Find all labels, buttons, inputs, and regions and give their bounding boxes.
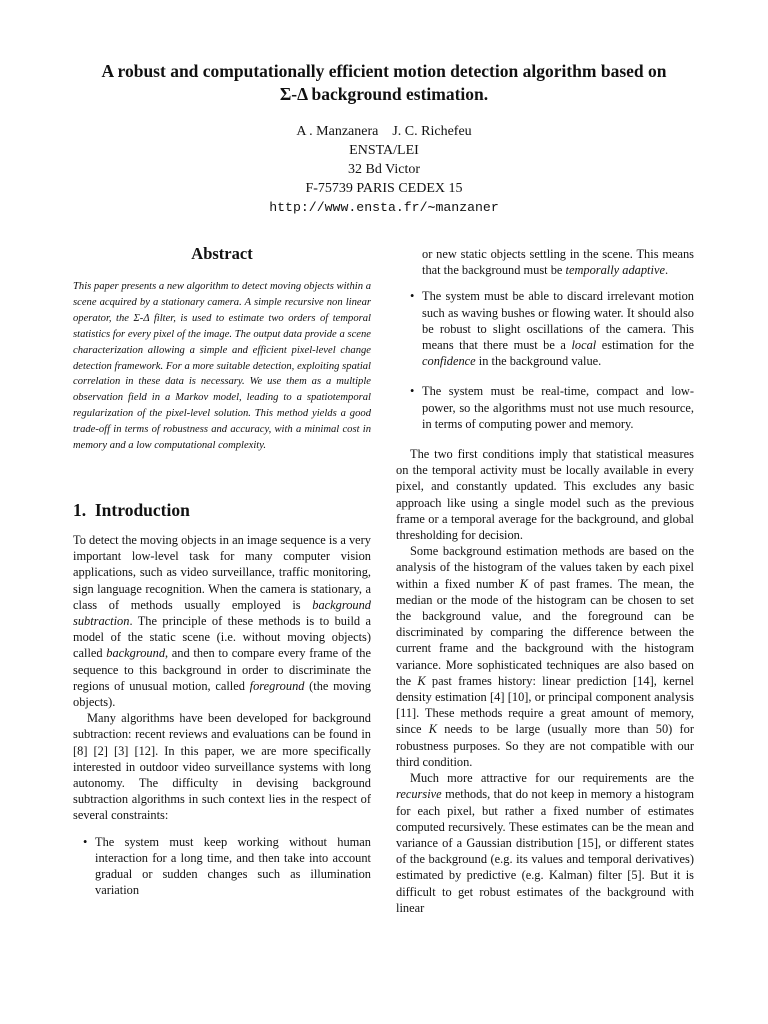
title-line-1: A robust and computationally efficient motion detection algorithm based on: [101, 61, 667, 81]
right-p3-text-a: Much more attractive for our requirements are the: [410, 771, 694, 786]
constraint-list-continued: [396, 288, 694, 432]
right-paragraph-3: [396, 770, 694, 916]
bullet1-cont-end: .: [664, 263, 669, 278]
right-p3-text-b: methods, that do not keep in memory a histogram for each pixel, but rather a fixed number of estimates computed recursively. These estimates can be the mean and variance of a Gaussian distribution [15], or different states of the background (e.g. its values and temporal derivatives) estimated by predictive (e.g. Kalman) filter [5]. But it is difficult to get robust estimates of the background with linear: [396, 787, 694, 915]
abstract-text: This paper presents a new algorithm to detect moving objects within a scene acquired by a stationary camera. A simple recursive non linear operator, the Σ-Δ filter, is used to estimate two orders of temporal statistics for every pixel of the image. The output data provide a scene characterization allowing a simple and efficient pixel-level change detection framework. For a more suitable detection, exploiting spatial correlation in these data is necessary. We use them as a multiple observation field in a Markov model, leading to a spatiotemporal regularization of the pixel-level solution. This method yields a good trade-off in terms of robustness and accuracy, with a minimal cost in memory and a low computational complexity.: [73, 281, 371, 452]
author-block: [184, 122, 584, 217]
right-column: [396, 246, 694, 916]
bullet2-text-b: estimation for the: [596, 338, 694, 353]
abstract-heading: Abstract: [191, 244, 253, 263]
introduction-heading: 1. Introduction: [73, 500, 190, 520]
bullet1-cont-text: or new static objects settling in the scene. This means that the background must be: [422, 247, 694, 278]
right-p2-text-b: of past frames. The mean, the median or the mode of the histogram can be chosen to set the background value, and the foreground can be discriminated by comparing the difference between the current frame and the background with the histogram variance. More sophisticated techniques are also based on the: [396, 576, 694, 688]
right-p3-emphasis-recursive: recursive: [396, 787, 442, 802]
right-p2-text-a: Some background estimation methods are based on the analysis of the histogram of the values taken by each pixel within a fixed number: [396, 544, 694, 591]
address-street: 32 Bd Victor: [347, 162, 420, 177]
right-paragraph-2: [396, 543, 694, 770]
bullet2-emphasis-local: local: [571, 338, 597, 353]
address-city: F-75739 PARIS CEDEX 15: [305, 181, 463, 196]
intro-p1-text-d: (the moving objects).: [73, 678, 371, 710]
constraint-item-2: [396, 288, 694, 369]
right-paragraph-1: The two first conditions imply that statistical measures on the temporal activity must be locally available in every pixel, and constantly updated. This excludes any basic approach like using a single model such as the previous frame or a temporal average for the background, and global thresholding for decision.: [396, 447, 694, 543]
bullet2-text-c: in the background value.: [475, 354, 602, 369]
constraint-list: [73, 834, 371, 899]
math-k: K: [519, 576, 528, 591]
introduction-body: [73, 532, 371, 910]
intro-p1-emphasis-background-subtraction: background subtraction: [73, 597, 371, 629]
author-names: A . Manzanera J. C. Richefeu: [296, 124, 472, 139]
affiliation: ENSTA/LEI: [349, 143, 419, 158]
intro-paragraph-1: [73, 532, 371, 710]
math-k: K: [417, 673, 426, 688]
intro-p1-emphasis-foreground: foreground: [249, 678, 305, 693]
paper-title: [60, 60, 708, 106]
constraint-item-3: • The system must be real-time, compact and low-power, so the algorithms must not use much resource, in terms of computing power and memory.: [396, 383, 694, 432]
intro-p1-text-b: . The principle of these methods is to build a model of the static scene (i.e. without moving objects) called: [73, 614, 371, 661]
bullet2-text-a: The system must be able to discard irrelevant motion such as waving bushes or flowing water. It should also be robust to slight oscillations of the camera. This means that there must be a: [422, 289, 694, 353]
constraint-item-1: • The system must keep working without human interaction for a long time, and then take into account gradual or sudden changes such as illumination variation: [73, 834, 371, 899]
intro-p1-text-c: , and then to compare every frame of the sequence to this background in order to discriminate the regions of unusual motion, called: [73, 646, 371, 693]
intro-p1-text-a: To detect the moving objects in an image sequence is a very important low-level task for many computer vision applications, such as video surveillance, traffic monitoring, sign language recognition. When the camera is stationary, a class of methods usually employed is: [73, 533, 371, 612]
right-p2-text-c: past frames history: linear prediction [14], kernel density estimation [4] [10], or principal component analysis [11]. These methods require a great amount of memory, since: [396, 673, 694, 737]
right-p2-text-d: needs to be large (usually more than 50) for robustness purposes. So they are not compatible with our third condition.: [396, 722, 694, 769]
intro-paragraph-2: Many algorithms have been developed for background subtraction: recent reviews and evaluations can be found in [8] [2] [3] [12]. In this paper, we are more specifically interested in outdoor video surveillance systems with long autonomy. The difficulty in devising background subtraction algorithms in such context lies in the respect of several constraints:: [73, 711, 371, 823]
intro-p1-emphasis-background: background: [106, 646, 166, 661]
title-line-2: Σ-Δ background estimation.: [279, 84, 489, 104]
constraint-item-1-continued: [396, 246, 694, 278]
bullet2-emphasis-confidence: confidence: [422, 354, 476, 369]
math-k: K: [428, 722, 437, 737]
bullet1-emphasis-temporally-adaptive: temporally adaptive: [565, 263, 665, 278]
author-url: http://www.ensta.fr/∼manzaner: [269, 200, 499, 215]
